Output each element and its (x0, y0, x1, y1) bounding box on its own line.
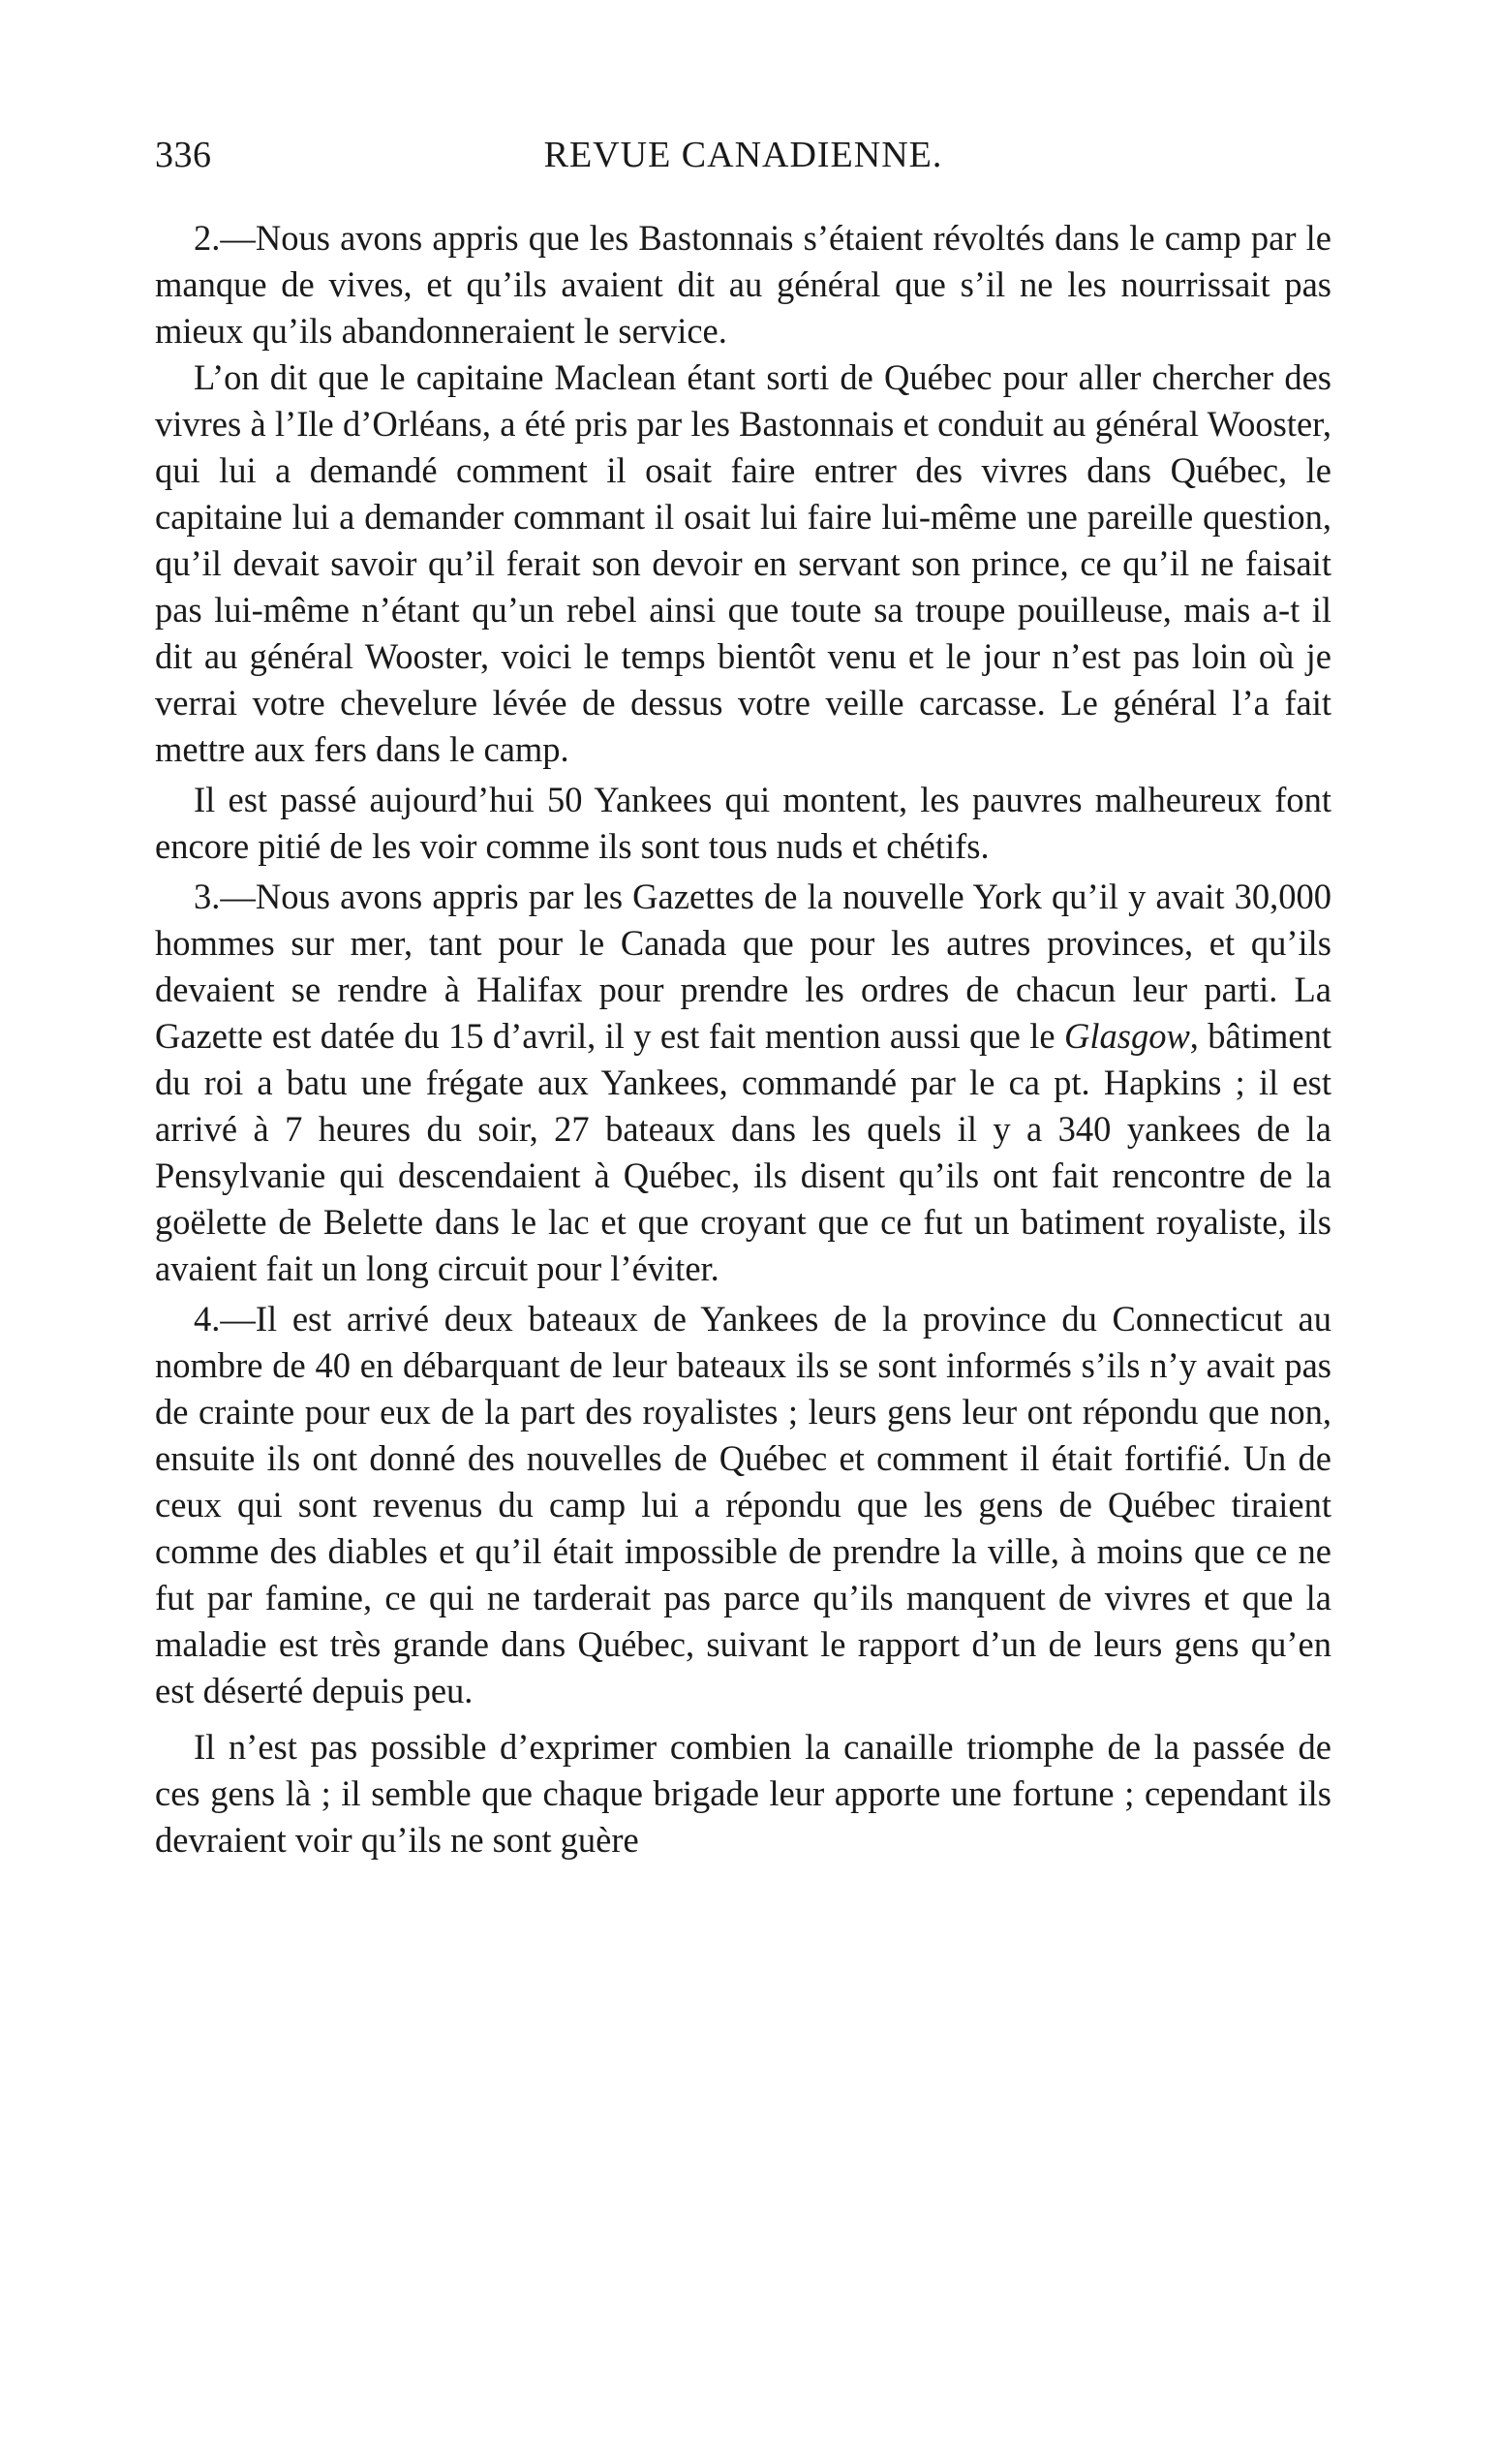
ship-name: Glasgow (1063, 1016, 1190, 1056)
page-number: 336 (155, 135, 212, 175)
body-text (155, 215, 1331, 1863)
paragraph (155, 874, 1331, 1292)
paragraph-text: 3.—Nous avons appris par les Gazettes de la nouvelle York qu’il y avait 30,000 hommes sur mer, tant pour le Canada que pour les autres provinces, et qu’ils devaient se rendre à Halifax pour prendre les ordres de chacun leur parti. La Gazette est datée du 15 d’avril, il y est fait mention aussi que le (155, 877, 1331, 1056)
running-title: REVUE CANADIENNE. (543, 135, 943, 175)
paragraph: Il n’est pas possible d’exprimer combien la canaille triomphe de la passée de ces gens là ; il semble que chaque brigade leur apporte une fortune ; cependant ils devraient voir qu’ils ne sont guère (155, 1727, 1331, 1860)
paragraph: L’on dit que le capitaine Maclean étant sorti de Québec pour aller chercher des vivres à l’Ile d’Orléans, a été pris par les Bastonnais et conduit au général Wooster, qui lui a demandé comment il osait faire entrer des vivres dans Québec, le capitaine lui a demander commant il osait lui faire lui-même une pareille question, qu’il devait savoir qu’il ferait son devoir en servant son prince, ce qu’il ne faisait pas lui-même n’étant qu’un rebel ainsi que toute sa troupe pouilleuse, mais a-t il dit au général Wooster, voici le temps bientôt venu et le jour n’est pas loin où je verrai votre chevelure lévée de dessus votre veille carcasse. Le général l’a fait mettre aux fers dans le camp. (155, 357, 1331, 769)
paragraph: Il est passé aujourd’hui 50 Yankees qui montent, les pauvres malheureux font encore pitié de les voir comme ils sont tous nuds et chétifs. (155, 780, 1331, 866)
paragraph: 2.—Nous avons appris que les Bastonnais s’étaient révoltés dans le camp par le manque de vives, et qu’ils avaient dit au général que s’il ne les nourrissait pas mieux qu’ils abandonneraient le service. (155, 218, 1331, 351)
paragraph: 4.—Il est arrivé deux bateaux de Yankees de la province du Connecticut au nombre de 40 en débarquant de leur bateaux ils se sont informés s’ils n’y avait pas de crainte pour eux de la part des royalistes ; leurs gens leur ont répondu que non, ensuite ils ont donné des nouvelles de Québec et comment il était fortifié. Un de ceux qui sont revenus du camp lui a répondu que les gens de Québec tiraient comme des diables et qu’il était impossible de prendre la ville, à moins que ce ne fut par famine, ce qui ne tarderait pas parce qu’ils manquent de vivres et que la maladie est très grande dans Québec, suivant le rapport d’un de leurs gens qu’en est déserté depuis peu. (155, 1299, 1331, 1710)
paragraph-text: , bâtiment du roi a batu une frégate aux Yankees, commandé par le ca pt. Hapkins ; il est arrivé à 7 heures du soir, 27 bateaux dans les quels il y a 340 yankees de la Pensylvanie qui descendaient à Québec, ils disent qu’ils ont fait rencontre de la goëlette de Belette dans le lac et que croyant que ce fut un batiment royaliste, ils avaient fait un long circuit pour l’éviter. (155, 1016, 1332, 1288)
page-header (155, 134, 1331, 192)
